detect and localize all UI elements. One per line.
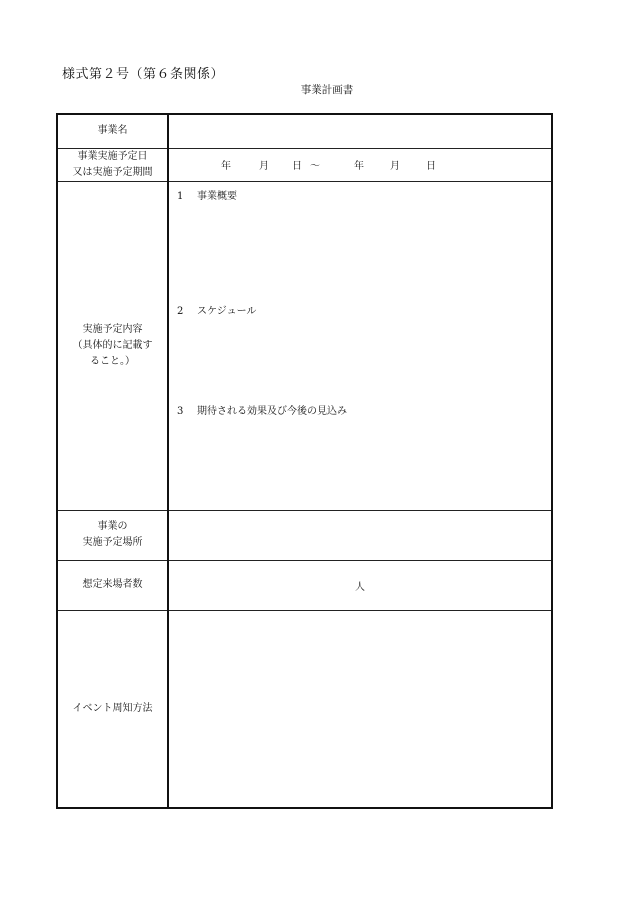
visitors-field[interactable] (168, 560, 552, 610)
content-item-effects (177, 402, 347, 417)
content-label (57, 181, 168, 510)
content-item-schedule (177, 302, 256, 317)
row-location (57, 510, 552, 560)
end-month-label: 月 (390, 161, 400, 172)
item-number: 3 (177, 405, 184, 417)
content-item-overview (177, 187, 237, 202)
start-year-label: 年 (221, 161, 231, 172)
row-content (57, 181, 552, 510)
start-day-label: 日 (292, 161, 302, 172)
promotion-label: イベント周知方法 (57, 610, 168, 808)
row-business-name (57, 114, 552, 148)
business-name-label: 事業名 (57, 114, 168, 148)
content-label-line3: ること。） (90, 355, 135, 367)
location-field[interactable] (168, 510, 552, 560)
visitors-unit: 人 (355, 581, 365, 593)
end-year-label: 年 (354, 161, 364, 172)
content-label-line2: （具体的に記載す (72, 339, 153, 351)
item-number: 2 (177, 305, 184, 317)
form-number: 様式第２号（第６条関係） (62, 67, 225, 82)
item-text: 事業概要 (197, 190, 237, 202)
end-day-label: 日 (426, 161, 436, 172)
location-label-line2: 実施予定場所 (82, 537, 143, 548)
item-number: 1 (177, 190, 184, 202)
period-separator: ～ (310, 161, 320, 172)
visitors-label: 想定来場者数 (57, 560, 168, 610)
content-field[interactable] (168, 181, 552, 510)
document-title-text: 事業計画書 (300, 84, 354, 96)
document-title (0, 82, 630, 97)
period-label (57, 148, 168, 181)
location-label-line1: 事業の (97, 521, 128, 532)
row-visitors (57, 560, 552, 610)
promotion-field[interactable] (168, 610, 552, 808)
business-name-field[interactable] (168, 114, 552, 148)
content-label-line1: 実施予定内容 (82, 323, 143, 335)
location-label (57, 510, 168, 560)
start-month-label: 月 (259, 161, 269, 172)
item-text: 期待される効果及び今後の見込み (197, 405, 347, 417)
period-dates (169, 157, 551, 172)
row-promotion (57, 610, 552, 808)
business-plan-table (56, 113, 553, 809)
period-field[interactable] (168, 148, 552, 181)
row-period (57, 148, 552, 181)
period-label-line2: 又は実施予定期間 (72, 166, 153, 178)
period-label-line1: 事業実施予定日 (77, 150, 148, 162)
item-text: スケジュール (197, 305, 257, 317)
